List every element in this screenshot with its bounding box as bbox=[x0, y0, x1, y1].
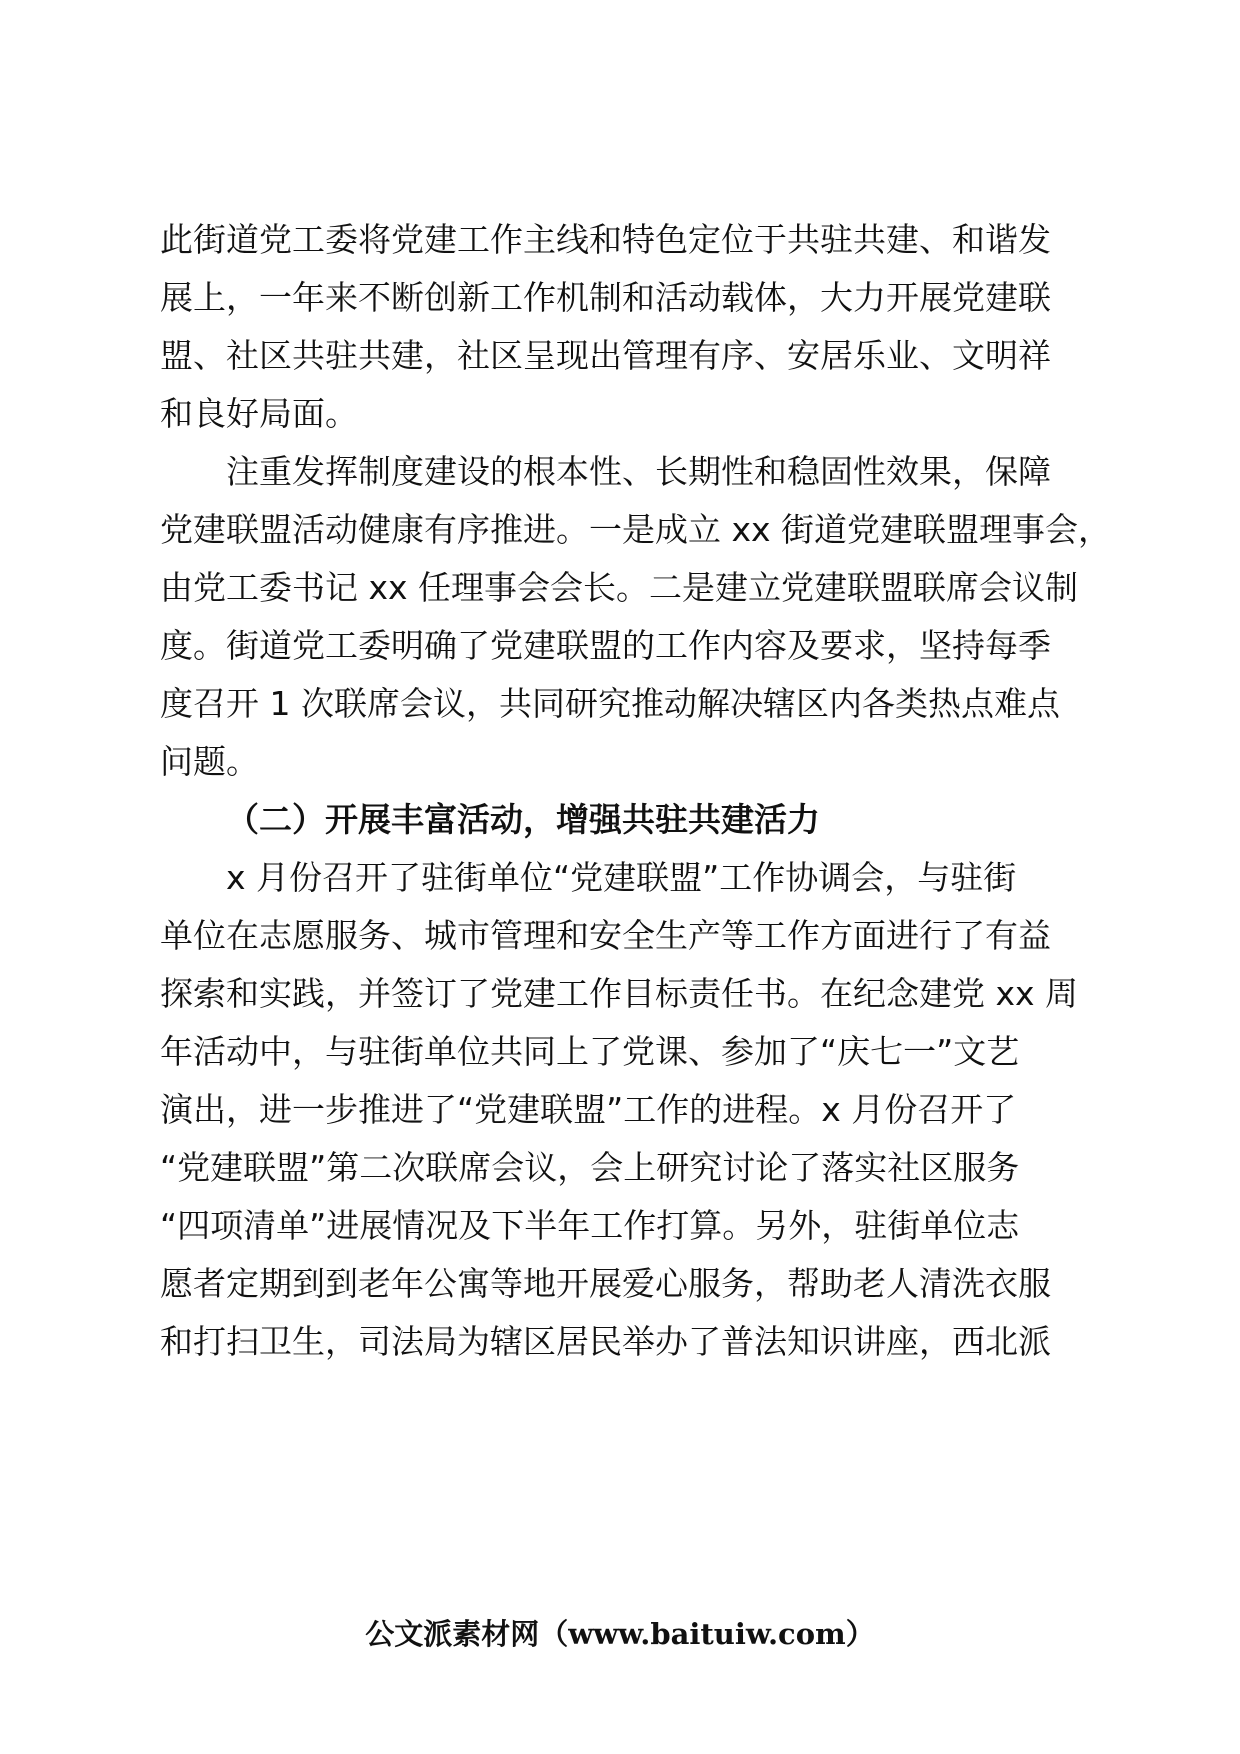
paragraph-line: 和打扫卫生，司法局为辖区居民举办了普法知识讲座，西北派 bbox=[160, 1322, 1051, 1361]
section-heading: （二）开展丰富活动，增强共驻共建活力 bbox=[226, 800, 820, 839]
paragraph-line: 问题。 bbox=[160, 742, 259, 781]
paragraph-line: 探索和实践，并签订了党建工作目标责任书。在纪念建党 xx 周 bbox=[160, 974, 1079, 1013]
paragraph-line: “党建联盟”第二次联席会议，会上研究讨论了落实社区服务 bbox=[160, 1148, 1020, 1187]
paragraph-line: 年活动中，与驻街单位共同上了党课、参加了“庆七一”文艺 bbox=[160, 1032, 1020, 1071]
paragraph-line: x 月份召开了驻街单位“党建联盟”工作协调会，与驻街 bbox=[226, 858, 1017, 897]
footer-watermark: 公文派素材网（www.baituiw.com） bbox=[365, 1617, 875, 1651]
paragraph-line: “四项清单”进展情况及下半年工作打算。另外，驻街单位志 bbox=[160, 1206, 1020, 1245]
paragraph-line: 注重发挥制度建设的根本性、长期性和稳固性效果，保障 bbox=[226, 452, 1051, 491]
paragraph-line: 单位在志愿服务、城市管理和安全生产等工作方面进行了有益 bbox=[160, 916, 1051, 955]
paragraph-line: 由党工委书记 xx 任理事会会长。二是建立党建联盟联席会议制 bbox=[160, 568, 1079, 607]
paragraph-line: 度。街道党工委明确了党建联盟的工作内容及要求，坚持每季 bbox=[160, 626, 1051, 665]
paragraph-line: 愿者定期到到老年公寓等地开展爱心服务，帮助老人清洗衣服 bbox=[160, 1264, 1051, 1303]
paragraph-line: 展上，一年来不断创新工作机制和活动载体，大力开展党建联 bbox=[160, 278, 1051, 317]
paragraph-line: 度召开 1 次联席会议，共同研究推动解决辖区内各类热点难点 bbox=[160, 684, 1060, 723]
paragraph-line: 演出，进一步推进了“党建联盟”工作的进程。x 月份召开了 bbox=[160, 1090, 1017, 1129]
paragraph-line: 党建联盟活动健康有序推进。一是成立 xx 街道党建联盟理事会， bbox=[160, 510, 1112, 549]
paragraph-line: 此街道党工委将党建工作主线和特色定位于共驻共建、和谐发 bbox=[160, 220, 1051, 259]
paragraph-line: 盟、社区共驻共建，社区呈现出管理有序、安居乐业、文明祥 bbox=[160, 336, 1051, 375]
paragraph-line: 和良好局面。 bbox=[160, 394, 358, 433]
